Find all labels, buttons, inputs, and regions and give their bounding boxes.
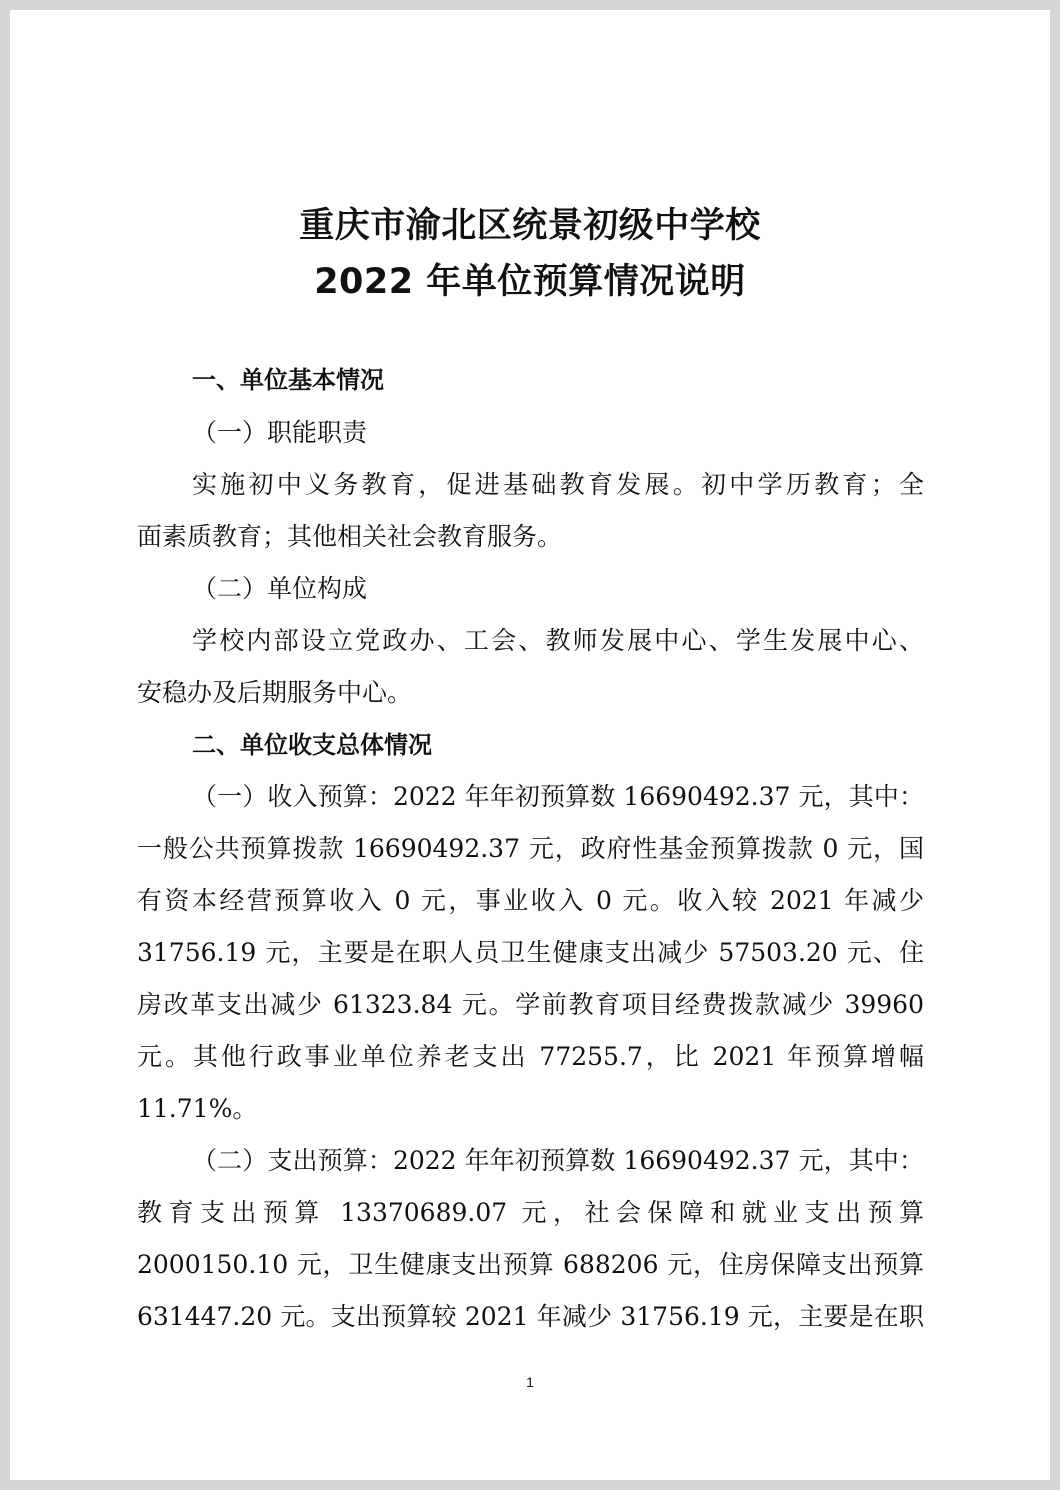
document-subtitle: 2022 年单位预算情况说明 (314, 262, 746, 302)
paragraph-line: 有资本经营预算收入 0 元，事业收入 0 元。收入较 2021 年减少 (137, 886, 924, 915)
paragraph-line: 面素质教育；其他相关社会教育服务。 (137, 522, 563, 551)
page-number: 1 (526, 1374, 534, 1390)
paragraph-line: 31756.19 元，主要是在职人员卫生健康支出减少 57503.20 元、住 (137, 938, 924, 967)
subheading-duties: （一）职能职责 (192, 418, 368, 447)
paragraph-line: 房改革支出减少 61323.84 元。学前教育项目经费拨款减少 39960 (137, 990, 924, 1019)
paragraph-line: 11.71%。 (137, 1094, 258, 1123)
document-title: 重庆市渝北区统景初级中学校 (299, 206, 761, 246)
paragraph-line: 2000150.10 元，卫生健康支出预算 688206 元，住房保障支出预算 (137, 1250, 924, 1279)
section-heading-budget-overview: 二、单位收支总体情况 (192, 731, 432, 759)
subheading-composition: （二）单位构成 (192, 574, 368, 603)
paragraph-line: 一般公共预算拨款 16690492.37 元，政府性基金预算拨款 0 元，国 (137, 834, 924, 863)
paragraph-line: （二）支出预算：2022 年年初预算数 16690492.37 元，其中： (192, 1146, 924, 1175)
paragraph-line: 教育支出预算 13370689.07 元，社会保障和就业支出预算 (137, 1198, 924, 1227)
paragraph-line: （一）收入预算：2022 年年初预算数 16690492.37 元，其中： (192, 782, 924, 811)
paragraph-line: 实施初中义务教育，促进基础教育发展。初中学历教育；全 (192, 470, 924, 499)
paragraph-line: 学校内部设立党政办、工会、教师发展中心、学生发展中心、 (192, 626, 924, 655)
document-page (10, 10, 1050, 1480)
paragraph-line: 631447.20 元。支出预算较 2021 年减少 31756.19 元，主要是在职 (137, 1302, 924, 1331)
section-heading-basic-info: 一、单位基本情况 (192, 366, 384, 394)
paragraph-line: 安稳办及后期服务中心。 (137, 678, 413, 707)
paragraph-line: 元。其他行政事业单位养老支出 77255.7，比 2021 年预算增幅 (137, 1042, 924, 1071)
